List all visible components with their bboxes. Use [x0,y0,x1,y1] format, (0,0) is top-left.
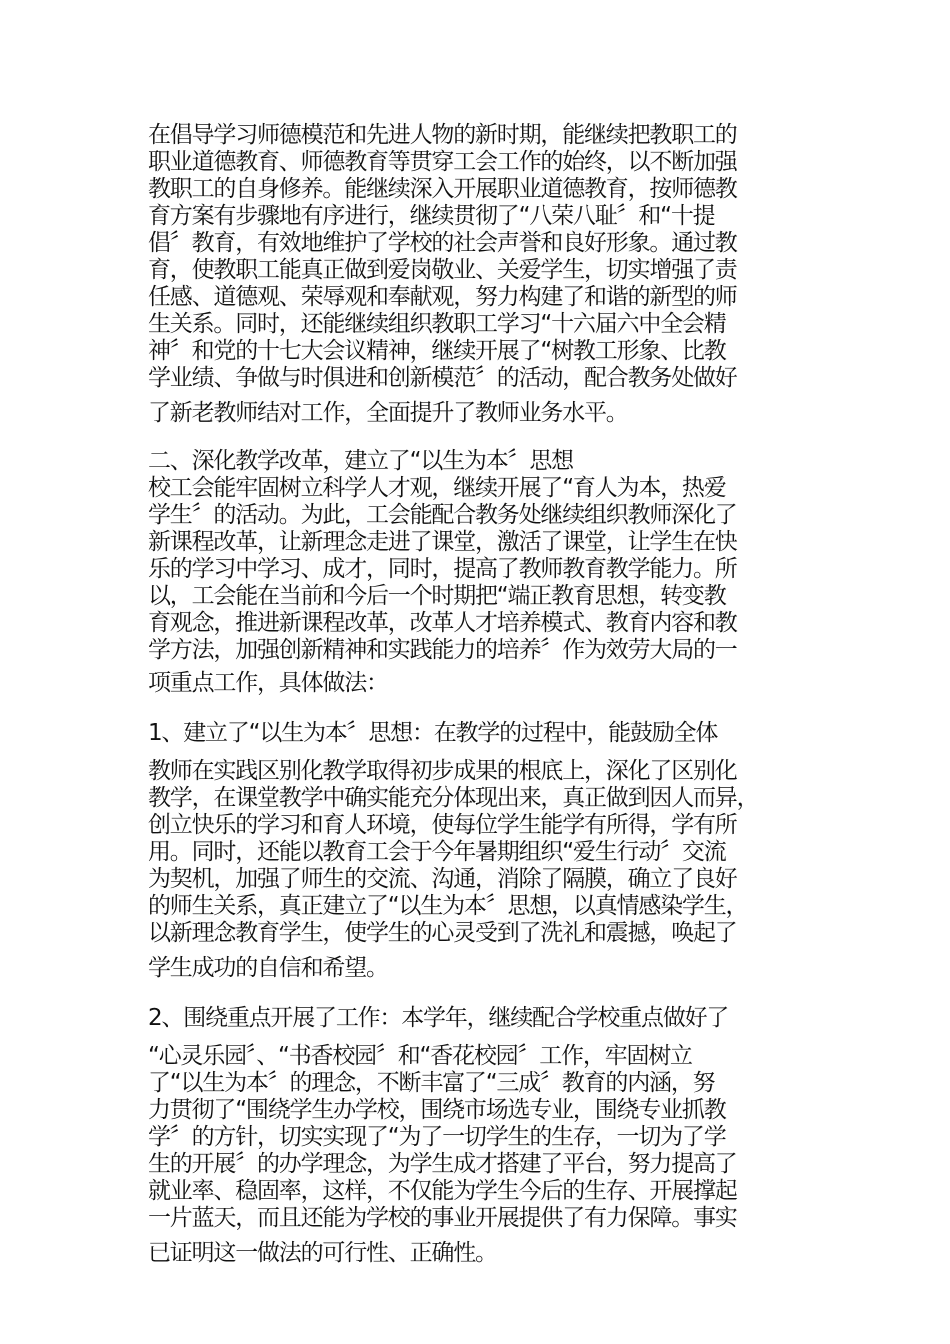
paragraph-1-line-7: 任感、道德观、荣辱观和奉献观，努力构建了和谐的新型的师 [148,284,737,310]
paragraph-4-line-8: 一片蓝天，而且还能为学校的事业开展提供了有力保障。事实 [148,1205,737,1231]
paragraph-1-line-10: 学业绩、争做与时俱进和创新模范〞的活动，配合教务处做好 [148,365,737,391]
paragraph-4-line-2: “心灵乐园〞、“书香校园〞和“香花校园〞工作，牢固树立 [148,1043,692,1069]
paragraph-3-line-3: 教学，在课堂教学中确实能充分体现出来，真正做到因人而异， [148,785,759,811]
paragraph-2-line-8: 学方法，加强创新精神和实践能力的培养〞作为效劳大局的一 [148,637,737,663]
paragraph-1-line-11: 了新老教师结对工作，全面提升了教师业务水平。 [148,400,628,426]
paragraph-1-line-9: 神〞和党的十七大会议精神，继续开展了“树教工形象、比教 [148,338,726,364]
paragraph-3-line-4: 创立快乐的学习和育人环境，使每位学生能学有所得，学有所 [148,812,737,838]
paragraph-2-line-2: 校工会能牢固树立科学人才观，继续开展了“育人为本，热爱 [148,475,726,501]
paragraph-2-line-7: 育观念，推进新课程改革，改革人才培养模式、教育内容和教 [148,610,737,636]
paragraph-4-line-9: 已证明这一做法的可行性、正确性。 [148,1240,497,1266]
paragraph-4-line-6: 生的开展〞的办学理念，为学生成才搭建了平台，努力提高了 [148,1151,737,1177]
paragraph-2-line-9: 项重点工作，具体做法： [148,670,388,696]
paragraph-3-line-6: 为契机，加强了师生的交流、沟通，消除了隔膜，确立了良好 [148,866,737,892]
paragraph-4-line-3: 了“以生为本〞的理念，不断丰富了“三成〞教育的内涵，努 [148,1070,715,1096]
paragraph-3-line-9: 学生成功的自信和希望。 [148,955,388,981]
paragraph-2-line-3: 学生〞的活动。为此，工会能配合教务处继续组织教师深化了 [148,502,737,528]
paragraph-1-line-2: 职业道德教育、师德教育等贯穿工会工作的始终，以不断加强 [148,149,737,175]
paragraph-1-line-6: 育，使教职工能真正做到爱岗敬业、关爱学生，切实增强了责 [148,257,737,283]
paragraph-1-line-1: 在倡导学习师德模范和先进人物的新时期，能继续把教职工的 [148,122,737,148]
paragraph-3-line-8: 以新理念教育学生，使学生的心灵受到了洗礼和震撼，唤起了 [148,920,737,946]
paragraph-3-line-2: 教师在实践区别化教学取得初步成果的根底上，深化了区别化 [148,758,737,784]
paragraph-3-line-1: 1、建立了“以生为本〞思想：在教学的过程中，能鼓励全体 [148,720,718,746]
paragraph-3-line-5: 用。同时，还能以教育工会于今年暑期组织“爱生行动〞交流 [148,839,726,865]
paragraph-4-line-4: 力贯彻了“围绕学生办学校，围绕市场选专业，围绕专业抓教 [148,1097,726,1123]
paragraph-2-line-5: 乐的学习中学习、成才，同时，提高了教师教育教学能力。所 [148,556,737,582]
paragraph-1-line-5: 倡〞教育，有效地维护了学校的社会声誉和良好形象。通过教 [148,230,737,256]
paragraph-2-line-4: 新课程改革，让新理念走进了课堂，激活了课堂，让学生在快 [148,529,737,555]
paragraph-4-line-1: 2、围绕重点开展了工作：本学年，继续配合学校重点做好了 [148,1005,729,1031]
paragraph-3-line-7: 的师生关系，真正建立了“以生为本〞思想，以真情感染学生， [148,893,748,919]
paragraph-4-line-7: 就业率、稳固率，这样，不仅能为学生今后的生存、开展撑起 [148,1178,737,1204]
paragraph-2-line-6: 以，工会能在当前和今后一个时期把“端正教育思想，转变教 [148,583,726,609]
section-heading-2: 二、深化教学改革，建立了“以生为本〞思想 [148,448,573,474]
paragraph-4-line-5: 学〞的方针，切实实现了“为了一切学生的生存，一切为了学 [148,1124,726,1150]
paragraph-1-line-3: 教职工的自身修养。能继续深入开展职业道德教育，按师德教 [148,176,737,202]
paragraph-1-line-8: 生关系。同时，还能继续组织教职工学习“十六届六中全会精 [148,311,726,337]
paragraph-1-line-4: 育方案有步骤地有序进行，继续贯彻了“八荣八耻〞和“十提 [148,203,715,229]
